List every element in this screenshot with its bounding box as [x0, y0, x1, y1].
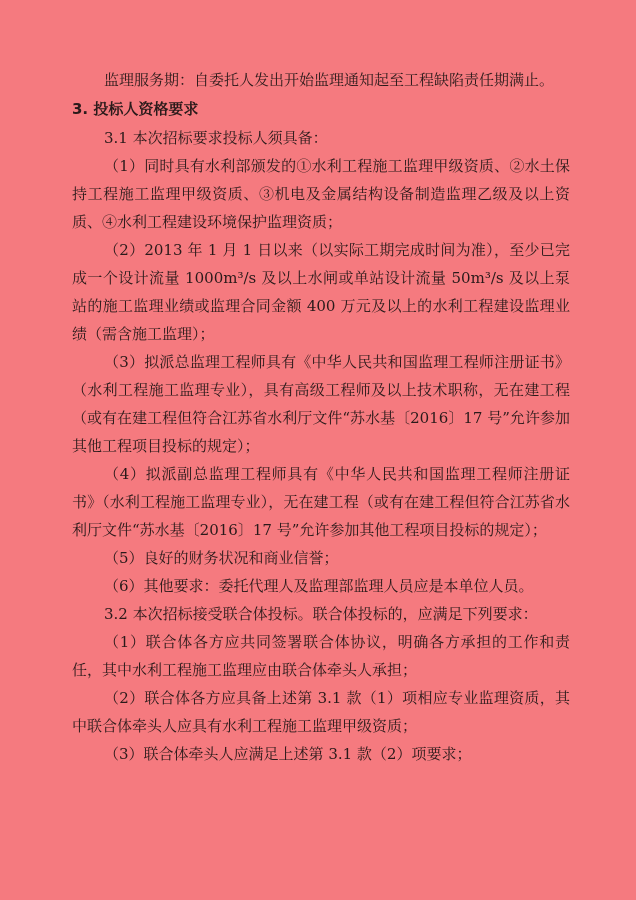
clause-3-2-item-3: （3）联合体牵头人应满足上述第 3.1 款（2）项要求； [104, 745, 472, 763]
document-page [72, 66, 570, 768]
clause-3-1-item-4: （4）拟派副总监理工程师具有《中华人民共和国监理工程师注册证书》（水利工程施工监理专业），无在建工程（或有在建工程但符合江苏省水利厅文件“苏水基〔2016〕17 号”允许参加其他工程项目投标的规定）； [72, 465, 570, 539]
clause-3-1-item-1: （1）同时具有水利部颁发的①水利工程施工监理甲级资质、②水土保持工程施工监理甲级资质、③机电及金属结构设备制造监理乙级及以上资质、④水利工程建设环境保护监理资质； [72, 157, 570, 231]
clause-3-1-item-5: （5）良好的财务状况和商业信誉； [104, 549, 339, 567]
clause-3-1-intro: 3.1 本次招标要求投标人须具备： [104, 129, 328, 147]
section-heading-qualifications: 3. 投标人资格要求 [72, 100, 199, 118]
clause-3-1-item-6: （6）其他要求：委托代理人及监理部监理人员应是本单位人员。 [104, 577, 534, 595]
clause-3-2-intro: 3.2 本次招标接受联合体投标。联合体投标的，应满足下列要求： [104, 605, 538, 623]
clause-3-1-item-2: （2）2013 年 1 月 1 日以来（以实际工期完成时间为准），至少已完成一个设计流量 1000m³/s 及以上水闸或单站设计流量 50m³/s 及以上泵站的施工监理业绩或监理合同金额 400 万元及以上的水利工程建设监理业绩（需含施工监理）； [72, 241, 570, 343]
clause-3-1-item-3: （3）拟派总监理工程师具有《中华人民共和国监理工程师注册证书》（水利工程施工监理专业），具有高级工程师及以上技术职称，无在建工程（或有在建工程但符合江苏省水利厅文件“苏水基〔2016〕17 号”允许参加其他工程项目投标的规定）； [72, 353, 570, 455]
service-period-paragraph: 监理服务期：自委托人发出开始监理通知起至工程缺陷责任期满止。 [104, 71, 555, 89]
clause-3-2-item-1: （1）联合体各方应共同签署联合体协议，明确各方承担的工作和责任，其中水利工程施工监理应由联合体牵头人承担； [72, 633, 570, 679]
clause-3-2-item-2: （2）联合体各方应具备上述第 3.1 款（1）项相应专业监理资质，其中联合体牵头人应具有水利工程施工监理甲级资质； [72, 689, 570, 735]
